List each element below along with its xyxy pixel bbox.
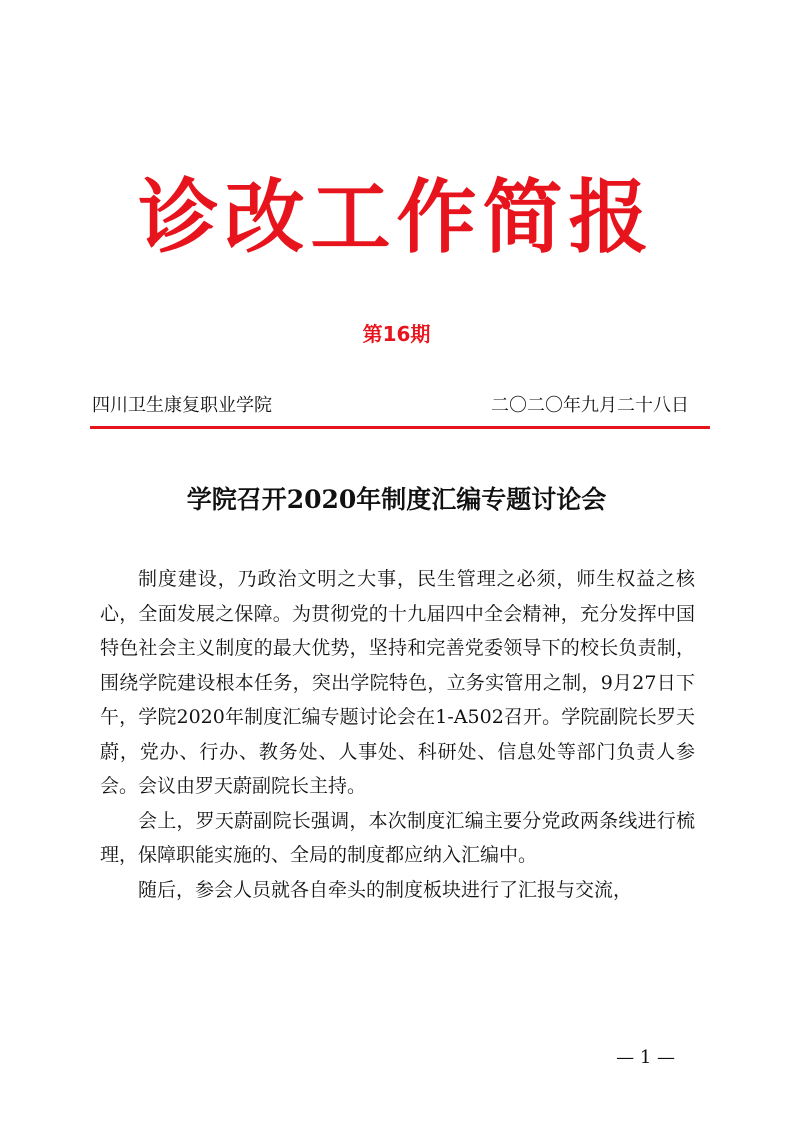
paragraph-2: 会上，罗天蔚副院长强调，本次制度汇编主要分党政两条线进行梳理，保障职能实施的、全局的制度都应纳入汇编中。 xyxy=(100,809,695,866)
publication-date: 二〇二〇年九月二十八日 xyxy=(491,395,689,416)
masthead-title: 诊改工作简报 xyxy=(138,171,655,264)
organization-name: 四川卫生康复职业学院 xyxy=(92,395,272,416)
page-number: — 1 — xyxy=(616,1047,675,1068)
article-body xyxy=(100,562,695,907)
paragraph-3: 随后，参会人员就各自牵头的制度板块进行了汇报与交流， xyxy=(138,878,633,901)
article-title: 学院召开2020年制度汇编专题讨论会 xyxy=(186,485,607,514)
paragraph-1: 制度建设，乃政治文明之大事，民生管理之必须，师生权益之核心，全面发展之保障。为贯彻党的十九届四中全会精神，充分发挥中国特色社会主义制度的最大优势，坚持和完善党委领导下的校长负责制，围绕学院建设根本任务，突出学院特色，立务实管用之制，9月27日下午，学院2020年制度汇编专题讨论会在1-A502召开。学院副院长罗天蔚，党办、行办、教务处、人事处、科研处、信息处等部门负责人参会。会议由罗天蔚副院长主持。 xyxy=(100,568,695,797)
red-divider-line xyxy=(90,426,710,429)
issue-number: 第16期 xyxy=(362,322,431,346)
